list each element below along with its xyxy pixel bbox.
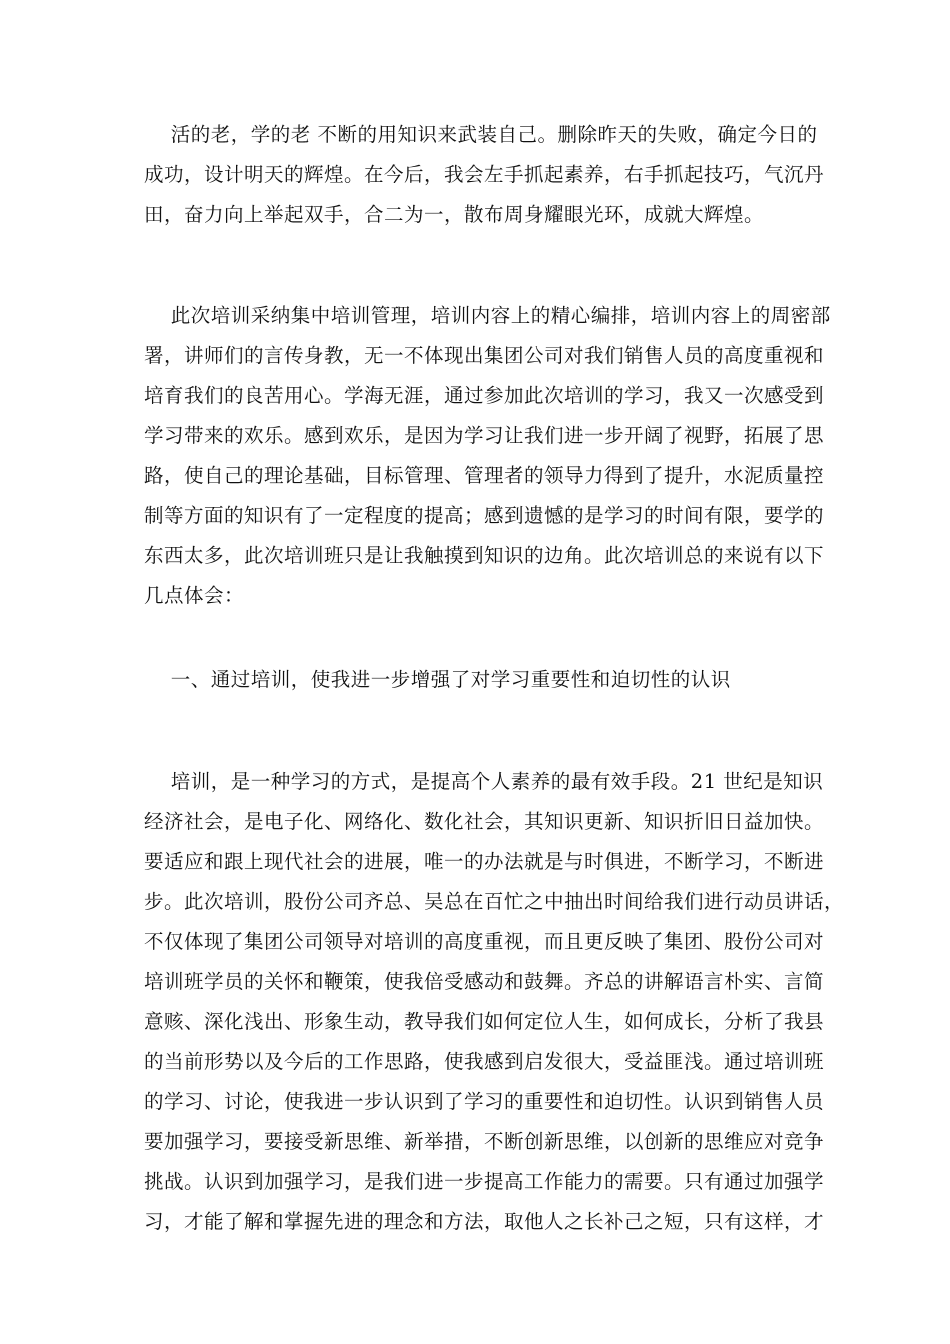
paragraph-4-line-2: 经济社会，是电子化、网络化、数化社会，其知识更新、知识折旧日益加快。 (144, 810, 825, 833)
paragraph-4-line-10: 要加强学习，要接受新思维、新举措，不断创新思维，以创新的思维应对竞争 (144, 1130, 825, 1153)
paragraph-2-line-5: 路，使自己的理论基础，目标管理、管理者的领导力得到了提升，水泥质量控 (144, 464, 825, 487)
paragraph-4-line-5: 不仅体现了集团公司领导对培训的高度重视，而且更反映了集团、股份公司对 (144, 930, 825, 953)
paragraph-4-line-6: 培训班学员的关怀和鞭策，使我倍受感动和鼓舞。齐总的讲解语言朴实、言简 (144, 970, 825, 993)
paragraph-2-line-8: 几点体会： (144, 584, 245, 607)
paragraph-2-line-2: 署，讲师们的言传身教，无一不体现出集团公司对我们销售人员的高度重视和 (144, 344, 825, 367)
paragraph-4-line-11: 挑战。认识到加强学习，是我们进一步提高工作能力的需要。只有通过加强学 (144, 1170, 825, 1193)
paragraph-1-line-3: 田，奋力向上举起双手，合二为一，散布周身耀眼光环，成就大辉煌。 (144, 203, 765, 226)
paragraph-4-line-12: 习，才能了解和掌握先进的理念和方法，取他人之长补己之短，只有这样，才 (144, 1210, 825, 1233)
paragraph-4-line-9: 的学习、讨论，使我进一步认识到了学习的重要性和迫切性。认识到销售人员 (144, 1090, 825, 1113)
paragraph-2-line-1: 此次培训采纳集中培训管理，培训内容上的精心编排，培训内容上的周密部 (144, 304, 831, 327)
paragraph-2-line-4: 学习带来的欢乐。感到欢乐，是因为学习让我们进一步开阔了视野，拓展了思 (144, 424, 825, 447)
paragraph-4-line-4: 步。此次培训，股份公司齐总、吴总在百忙之中抽出时间给我们进行动员讲话， (144, 890, 845, 913)
paragraph-2-line-6: 制等方面的知识有了一定程度的提高；感到遗憾的是学习的时间有限，要学的 (144, 504, 825, 527)
paragraph-4-line-8: 的当前形势以及今后的工作思路，使我感到启发很大，受益匪浅。通过培训班 (144, 1050, 825, 1073)
paragraph-4-line-1: 培训，是一种学习的方式，是提高个人素养的最有效手段。21 世纪是知识 (144, 770, 824, 793)
paragraph-4-line-3: 要适应和跟上现代社会的进展，唯一的办法就是与时俱进，不断学习，不断进 (144, 850, 825, 873)
paragraph-1-line-1: 活的老，学的老 不断的用知识来武装自己。删除昨天的失败，确定今日的 (144, 123, 818, 146)
paragraph-4-line-7: 意赅、深化浅出、形象生动，教导我们如何定位人生，如何成长，分析了我县 (144, 1010, 825, 1033)
paragraph-2-line-7: 东西太多，此次培训班只是让我触摸到知识的边角。此次培训总的来说有以下 (144, 544, 825, 567)
paragraph-2-line-3: 培育我们的良苦用心。学海无涯，通过参加此次培训的学习，我又一次感受到 (144, 384, 825, 407)
paragraph-1-line-2: 成功，设计明天的辉煌。在今后，我会左手抓起素养，右手抓起技巧，气沉丹 (144, 163, 825, 186)
section-heading-1: 一、通过培训，使我进一步增强了对学习重要性和迫切性的认识 (144, 668, 731, 691)
